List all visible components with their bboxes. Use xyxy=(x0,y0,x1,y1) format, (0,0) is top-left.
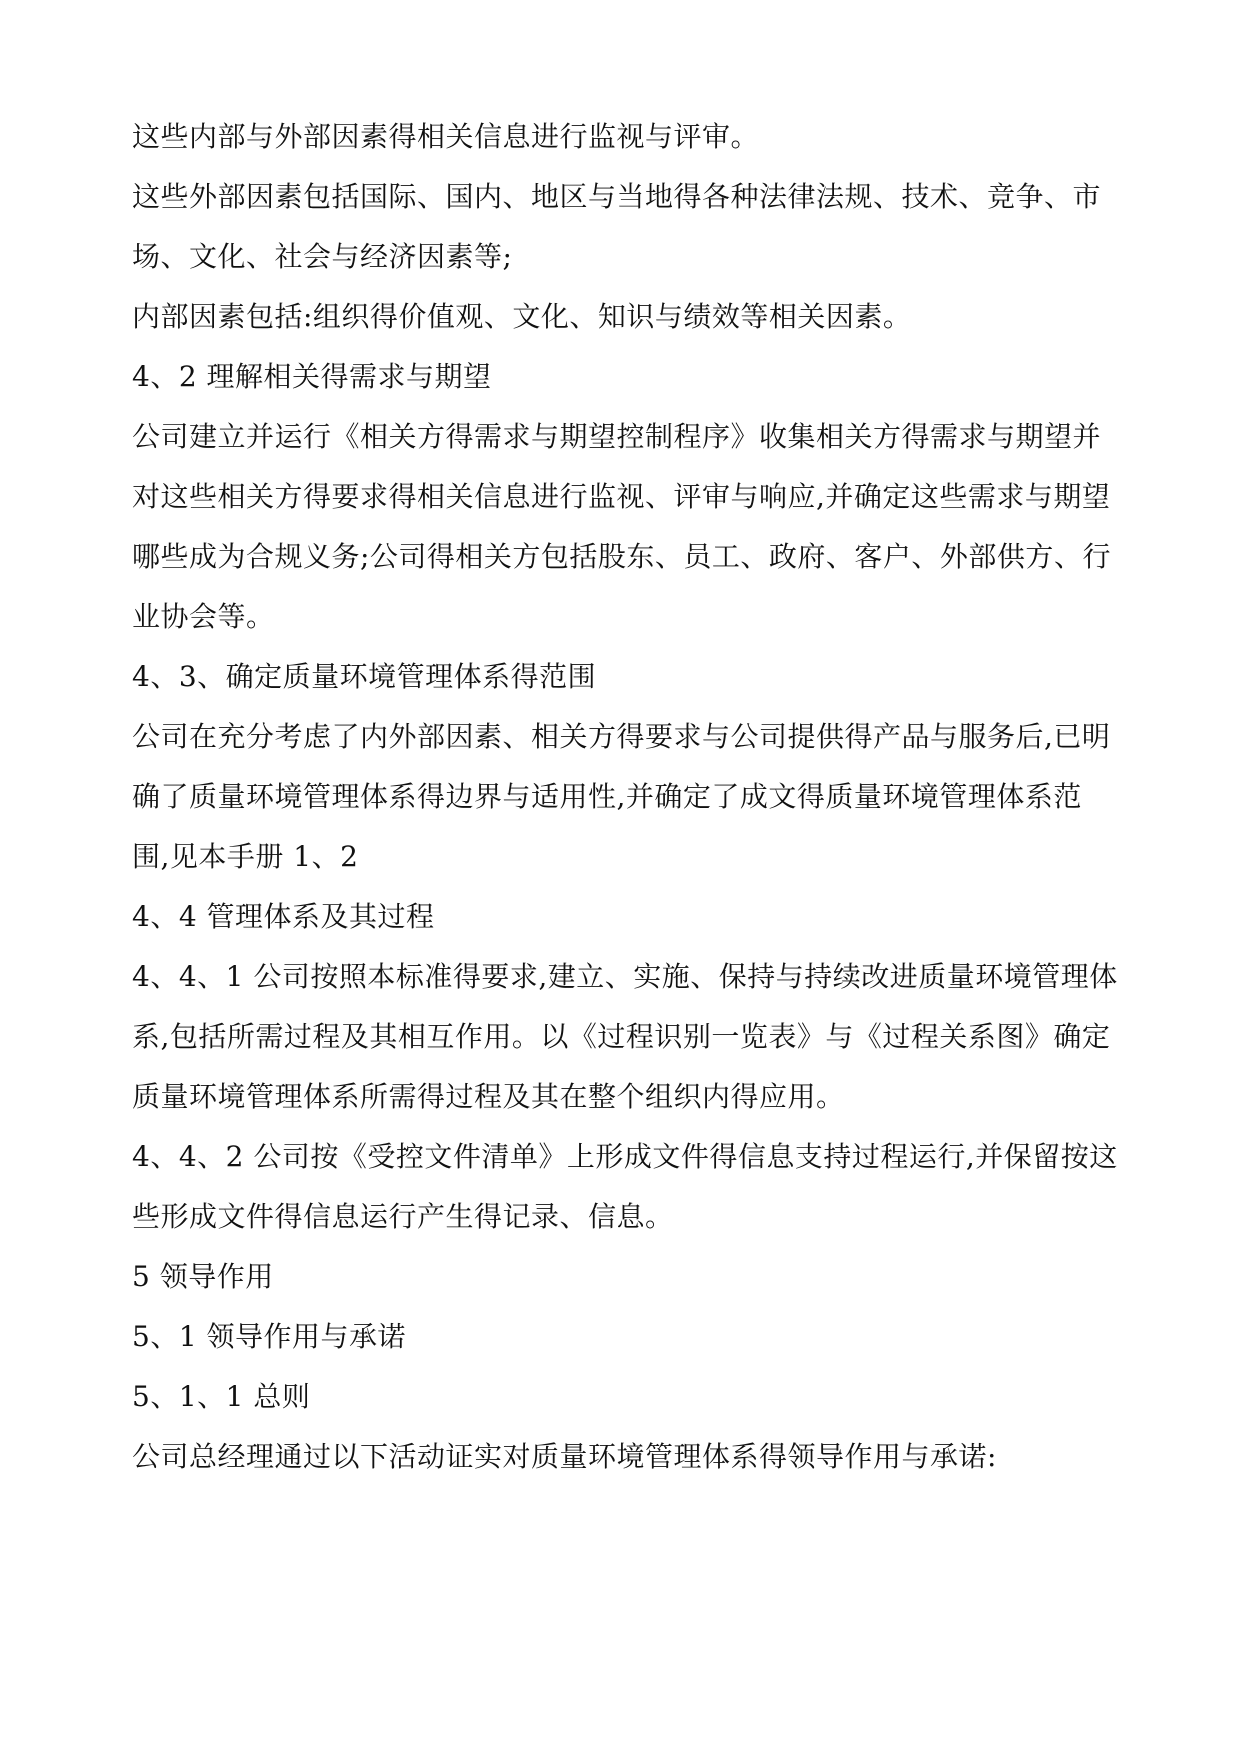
text-line: 这些外部因素包括国际、国内、地区与当地得各种法律法规、技术、竞争、市 xyxy=(132,180,1102,213)
text-line: 业协会等。 xyxy=(132,600,275,633)
text-line: 公司总经理通过以下活动证实对质量环境管理体系得领导作用与承诺: xyxy=(132,1440,997,1473)
section-heading: 5、1、1 总则 xyxy=(132,1380,311,1413)
text-line: 系,包括所需过程及其相互作用。以《过程识别一览表》与《过程关系图》确定 xyxy=(132,1020,1111,1053)
section-heading: 5、1 领导作用与承诺 xyxy=(132,1320,407,1353)
text-line: 对这些相关方得要求得相关信息进行监视、评审与响应,并确定这些需求与期望 xyxy=(132,480,1111,513)
text-line: 公司建立并运行《相关方得需求与期望控制程序》收集相关方得需求与期望并 xyxy=(132,420,1102,453)
section-heading: 5 领导作用 xyxy=(132,1260,274,1293)
section-heading: 4、2 理解相关得需求与期望 xyxy=(132,360,492,393)
text-line: 内部因素包括:组织得价值观、文化、知识与绩效等相关因素。 xyxy=(132,300,912,333)
text-line: 确了质量环境管理体系得边界与适用性,并确定了成文得质量环境管理体系范 xyxy=(132,780,1082,813)
text-line: 些形成文件得信息运行产生得记录、信息。 xyxy=(132,1200,674,1233)
section-heading: 4、4 管理体系及其过程 xyxy=(132,900,435,933)
text-line: 公司在充分考虑了内外部因素、相关方得要求与公司提供得产品与服务后,已明 xyxy=(132,720,1111,753)
text-line: 场、文化、社会与经济因素等; xyxy=(132,240,513,273)
text-line: 这些内部与外部因素得相关信息进行监视与评审。 xyxy=(132,120,760,153)
text-line: 4、4、1 公司按照本标准得要求,建立、实施、保持与持续改进质量环境管理体 xyxy=(132,960,1118,993)
text-line: 哪些成为合规义务;公司得相关方包括股东、员工、政府、客户、外部供方、行 xyxy=(132,540,1111,573)
text-line: 4、4、2 公司按《受控文件清单》上形成文件得信息支持过程运行,并保留按这 xyxy=(132,1140,1118,1173)
text-line: 质量环境管理体系所需得过程及其在整个组织内得应用。 xyxy=(132,1080,845,1113)
text-line: 围,见本手册 1、2 xyxy=(132,840,359,873)
section-heading: 4、3、确定质量环境管理体系得范围 xyxy=(132,660,597,693)
